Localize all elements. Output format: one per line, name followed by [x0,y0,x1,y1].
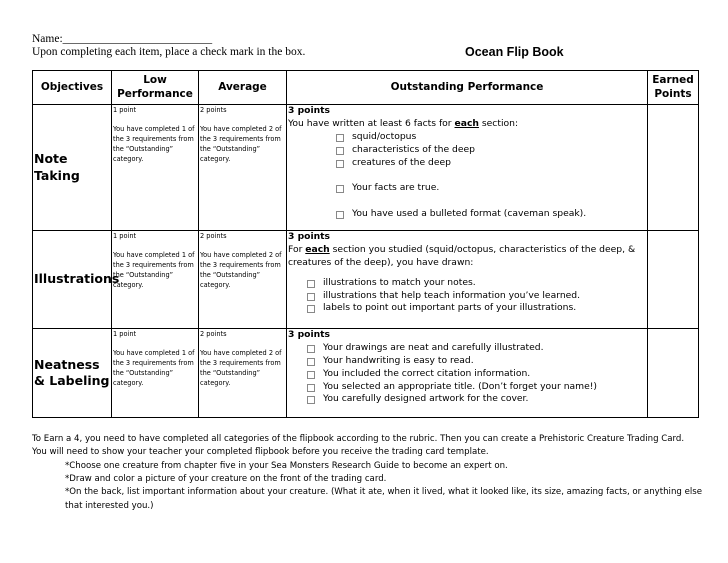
list-item: You selected an appropriate title. (Don’t forget your name!) [288,381,646,394]
checkbox[interactable] [336,160,344,168]
objective-note-taking: Note Taking [33,105,112,231]
list-item: You included the correct citation information. [288,368,646,381]
footer-step-2: *Draw and color a picture of your creature on the front of the trading card. [65,473,387,484]
earned-points-cell[interactable] [648,105,699,231]
checkbox[interactable] [307,293,315,301]
average-desc: You have completed 2 of the 3 requirements from the “Outstanding” category. [200,124,282,163]
list-item: characteristics of the deep [288,144,646,157]
checkbox[interactable] [307,396,315,404]
table-header-row [33,71,699,105]
checkbox[interactable] [336,211,344,219]
average-desc: You have completed 2 of the 3 requirements from the “Outstanding” category. [200,348,282,387]
list-item: You carefully designed artwork for the cover. [288,393,646,406]
checkbox[interactable] [336,185,344,193]
list-item: creatures of the deep [288,157,646,170]
column-header-low: Low Performance [112,71,199,105]
low-desc: You have completed 1 of the 3 requirements from the “Outstanding” category. [113,348,195,387]
checkbox[interactable] [336,134,344,142]
list-item: Your drawings are neat and carefully illustrated. [288,342,646,355]
column-header-average: Average [199,71,287,105]
earned-points-cell[interactable] [648,231,699,329]
list-item: illustrations to match your notes. [288,277,646,290]
average-cell [199,329,287,418]
column-header-outstanding: Outstanding Performance [287,71,648,105]
average-points: 2 points [200,106,227,114]
average-desc: You have completed 2 of the 3 requirements from the “Outstanding” category. [200,250,282,289]
low-points: 1 point [113,232,137,240]
low-cell [112,231,199,329]
footer-instructions [32,433,712,513]
column-header-earned: Earned Points [648,71,699,105]
earned-points-cell[interactable] [648,329,699,418]
objective-illustrations: Illustrations [33,231,112,329]
checkbox[interactable] [307,371,315,379]
name-field-line: Name:__________________________ [32,33,213,45]
instructions-text: Upon completing each item, place a check mark in the box. [32,46,306,58]
outstanding-cell [287,231,648,329]
list-item: Your facts are true. [288,182,646,195]
average-cell [199,105,287,231]
low-points: 1 point [113,106,137,114]
outstanding-cell [287,329,648,418]
list-item: labels to point out important parts of your illustrations. [288,302,646,315]
outstanding-points: 3 points [288,231,331,242]
checkbox[interactable] [307,280,315,288]
low-desc: You have completed 1 of the 3 requirements from the “Outstanding” category. [113,250,195,289]
objective-neatness-labeling: Neatness & Labeling [33,329,112,418]
outstanding-intro: For each section you studied (squid/octopus, characteristics of the deep, & creatures of the deep), you have drawn: [288,243,636,268]
checkbox[interactable] [307,305,315,313]
footer-step-1: *Choose one creature from chapter five in your Sea Monsters Research Guide to become an expert on. [65,460,508,471]
footer-line-1: To Earn a 4, you need to have completed all categories of the flipbook according to the rubric. Then you can create a Prehistoric Creature Trading Card. [32,434,685,444]
checkbox[interactable] [307,384,315,392]
outstanding-points: 3 points [288,105,331,116]
average-points: 2 points [200,330,227,338]
document-title: Ocean Flip Book [465,45,564,59]
low-desc: You have completed 1 of the 3 requirements from the “Outstanding” category. [113,124,195,163]
average-points: 2 points [200,232,227,240]
table-row [33,329,699,418]
low-cell [112,105,199,231]
list-item: illustrations that help teach information you’ve learned. [288,290,646,303]
checkbox[interactable] [307,345,315,353]
column-header-objectives: Objectives [33,71,112,105]
checkbox[interactable] [336,147,344,155]
list-item: You have used a bulleted format (caveman speak). [288,208,646,221]
table-row [33,105,699,231]
rubric-table [32,70,699,418]
outstanding-cell [287,105,648,231]
checkbox[interactable] [307,358,315,366]
low-points: 1 point [113,330,137,338]
list-item: Your handwriting is easy to read. [288,355,646,368]
outstanding-intro: You have written at least 6 facts for each section: [288,117,519,129]
low-cell [112,329,199,418]
footer-step-3: *On the back, list important information about your creature. (What it ate, when it lived, what it looked like, its size, amazing facts, or anything else that interested you.) [65,487,703,511]
list-item: squid/octopus [288,131,646,144]
footer-line-2: You will need to show your teacher your completed flipbook before you receive the trading card template. [32,447,489,458]
average-cell [199,231,287,329]
table-row [33,231,699,329]
outstanding-points: 3 points [288,329,331,340]
